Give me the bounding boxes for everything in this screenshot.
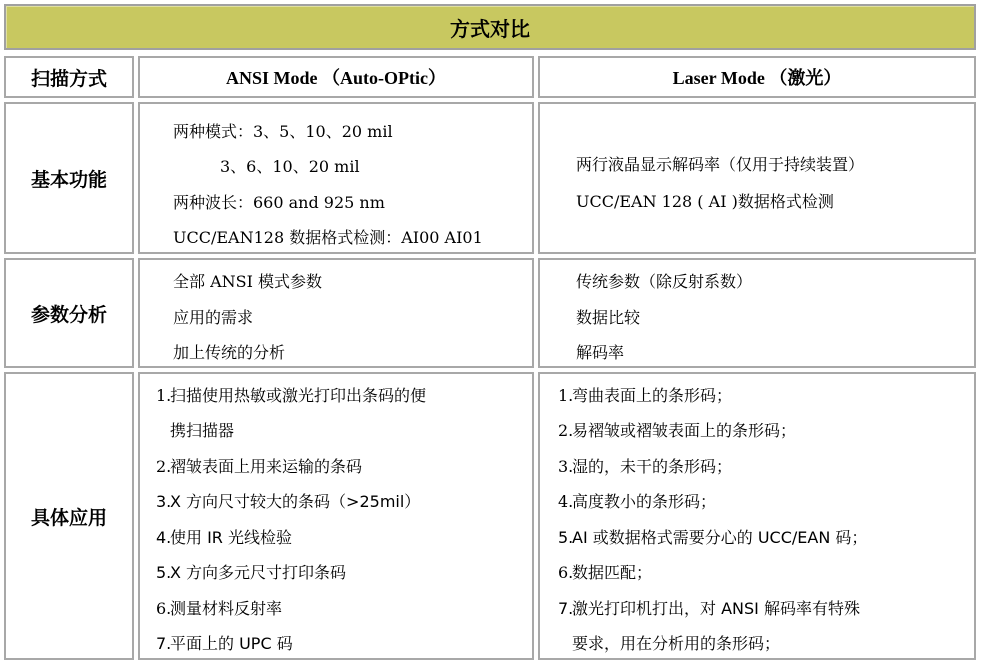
- table-title: 方式对比: [450, 16, 530, 41]
- list-item: 2.易褶皱或褶皱表面上的条形码；: [558, 421, 797, 440]
- list-item: 7.平面上的 UPC 码: [156, 634, 293, 653]
- list-item: 2.褶皱表面上用来运输的条码: [156, 457, 363, 476]
- row-basic-ansi-line: 3、6、10、20 mil: [220, 157, 360, 176]
- row-basic-laser-cell: [538, 102, 976, 254]
- header-laser-cell: [538, 56, 976, 98]
- row-basic-ansi-line: 两种波长：660 and 925 nm: [173, 193, 385, 212]
- row-basic-label-cell: [4, 102, 134, 254]
- list-item: 携扫描器: [170, 421, 235, 440]
- row-params-ansi-line: 全部 ANSI 模式参数: [173, 272, 323, 291]
- row-basic-ansi-line: UCC/EAN128 数据格式检测：AI00 AI01: [173, 228, 483, 247]
- row-params-laser-line: 解码率: [576, 343, 625, 362]
- row-apps-label-cell: [4, 372, 134, 660]
- list-item: 6.测量材料反射率: [156, 599, 283, 618]
- row-basic-ansi-line: 两种模式：3、5、10、20 mil: [173, 122, 393, 141]
- row-basic-laser-line: UCC/EAN 128 ( AI )数据格式检测: [576, 192, 834, 211]
- list-item: 4.使用 IR 光线检验: [156, 528, 293, 547]
- row-params-ansi-cell: [138, 258, 534, 368]
- row-basic-ansi-cell: [138, 102, 534, 254]
- list-item: 1.扫描使用热敏或激光打印出条码的便: [156, 386, 427, 405]
- list-item: 4.高度教小的条形码；: [558, 492, 717, 511]
- row-params-laser-cell: [538, 258, 976, 368]
- row-params-laser-line: 数据比较: [576, 308, 641, 327]
- row-apps-ansi-cell: [138, 372, 534, 660]
- header-ansi-mode: ANSI Mode （Auto-OPtic）: [226, 68, 446, 88]
- list-item: 6.数据匹配；: [558, 563, 653, 582]
- header-ansi-cell: [138, 56, 534, 98]
- list-item: 1.弯曲表面上的条形码；: [558, 386, 733, 405]
- header-laser-mode: Laser Mode （激光）: [672, 68, 842, 88]
- row-params-label-cell: [4, 258, 134, 368]
- header-label-cell: [4, 56, 134, 98]
- list-item: 7.激光打印机打出，对 ANSI 解码率有特殊: [558, 599, 860, 618]
- row-apps-label: 具体应用: [30, 506, 107, 529]
- row-params-ansi-line: 加上传统的分析: [173, 343, 286, 362]
- row-basic-label: 基本功能: [30, 168, 107, 191]
- list-item: 要求，用在分析用的条形码；: [572, 634, 781, 653]
- header-label: 扫描方式: [30, 67, 107, 90]
- row-apps-laser-cell: [538, 372, 976, 660]
- list-item: 5.X 方向多元尺寸打印条码: [156, 563, 347, 582]
- table-title-bar: [4, 4, 976, 50]
- row-basic-laser-line: 两行液晶显示解码率（仅用于持续装置）: [576, 155, 865, 174]
- list-item: 3.X 方向尺寸较大的条码（>25mil）: [156, 492, 421, 511]
- row-params-laser-line: 传统参数（除反射系数）: [576, 272, 753, 291]
- row-params-label: 参数分析: [30, 303, 107, 326]
- list-item: 3.湿的，未干的条形码；: [558, 457, 733, 476]
- list-item: 5.AI 或数据格式需要分心的 UCC/EAN 码；: [558, 528, 868, 547]
- row-params-ansi-line: 应用的需求: [173, 308, 254, 327]
